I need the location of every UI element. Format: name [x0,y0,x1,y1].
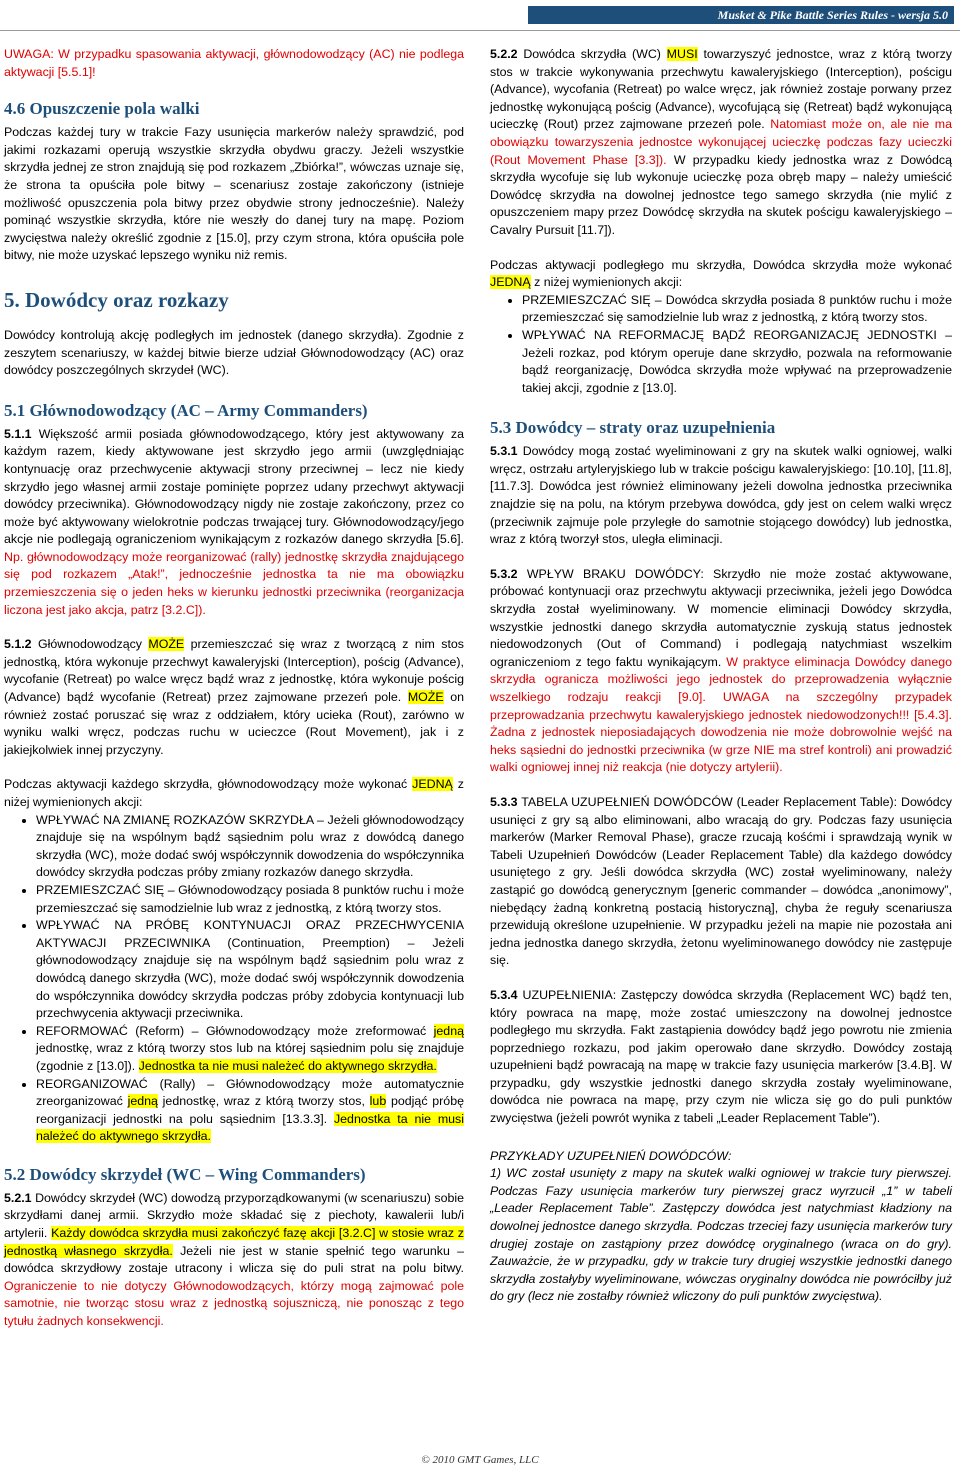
page-header: Musket & Pike Battle Series Rules - wersja 5.0 [528,6,954,24]
section-5-2-2-text: 5.2.2 Dowódca skrzydła (WC) MUSI towarzyszyć jednostce, wraz z którą tworzy stos w trakcie wykonywania przechwytu kawaleryjskiego (Interception), pościgu (Advance), wycofania (Retreat) po walce wręcz, jak również zostaje porwany przez jednostkę wykonującą pościg (Advance), wycofującą się (Retreat) bądź wykonującą ucieczkę (Rout) przez zajmowane przezeń pole. Natomiast może on, ale nie ma obowiązku towarzyszenia jednostce wykonującej ucieczkę podczas fazy ucieczki (Rout Movement Phase [3.3]). W przypadku kiedy jednostka wraz z Dowódcą skrzydła wycofuje się lub wykonuje ucieczkę poza obręb mapy – należy umieścić Dowódcę skrzydła na dowolnej jednostce tego samego skrzydła (nie mylić z opuszczeniem mapy przez Dowódcę skrzydła na skutek pościgu kawaleryjskiego – Cavalry Pursuit [11.7]). [490,47,952,237]
list-item: • REFORMOWAĆ (Reform) – Głównodowodzący może zreformować jedną jednostkę, wraz z którą tworzy stos lub na której sąsiednim polu się znajduje (zgodnie z [13.0]). Jednostka ta nie musi należeć do aktywnego skrzydła. [36,1023,464,1076]
left-column [4,46,464,1331]
section-5-title: 5. Dowódcy oraz rozkazy [4,287,229,312]
ac-actions-list [4,812,464,1146]
section-5-3-title: 5.3 Dowódcy – straty oraz uzupełnienia [490,418,776,438]
wc-actions-list [490,292,952,398]
section-5-2-1-text: 5.2.1 Dowódcy skrzydeł (WC) dowodzą przyporządkowanymi (w scenariuszu) sobie skrzydłami danej armii. Skrzydło może składać się z piechoty, kawalerii lub/i artylerii. Każdy dowódca skrzydła musi zakończyć fazę akcji [3.2.C] w stosie wraz z jednostką własnego skrzydła. Jeżeli nie jest w stanie spełnić tego warunku – dowódca skrzydłowy zostaje utracony i wlicza się do puli strat na polu bitwy. Ograniczenie to nie dotyczy Głównodowodzących, którzy mogą zajmować pole samotnie, nie tworząc stosu wraz z jednostką sojuszniczą, nie ponosząc z tego tytułu żadnych konsekwencji. [4,1190,464,1329]
list-item: • WPŁYWAĆ NA PRÓBĘ KONTYNUACJI ORAZ PRZECHWYCENIA AKTYWACJI PRZECIWNIKA (Continuation, Preemption) – Jeżeli głównodowodzący znajduje się na wspólnym bądź sąsiednim polu wraz z dowódcą danego skrzydła (WC), może dodać swój współczynnik dowodzenia do współczynnika dowódcy skrzydła podczas próby zdobycia kontynuacji lub przechwycenia aktywacji przeciwnika. [36,917,464,1023]
section-5-3-1-text: 5.3.1 Dowódcy mogą zostać wyeliminowani z gry na skutek walki ogniowej, walki wręcz, ostrzału artyleryjskiego lub w trakcie pościgu kawaleryjskiego: [10.10], [11.8], [11.7.3]. Dowódca jest również eliminowany jeżeli dowolna jednostka przeciwnika znajdzie się na polu, na którym przebywa dowódca, gdy jest on celem walki wręcz (przeciwnik zajmuje pole przyległe do samotnie stojącego dowódcy) lub jednostka, wraz z którą tworzył stos, uległa eliminacji. [490,444,952,547]
list-item: • PRZEMIESZCZAĆ SIĘ – Dowódca skrzydła posiada 8 punktów ruchu i może przemieszczać się samodzielnie lub wraz z jednostką, z którą tworzy stos. [522,292,952,327]
list-item: • REORGANIZOWAĆ (Rally) – Głównodowodzący może automatycznie zreorganizować jedną jednostkę, wraz z którą tworzy stos, lub podjąć próbę reorganizacji jednostki na polu sąsiednim [13.3.3]. Jednostka ta nie musi należeć do aktywnego skrzydła. [36,1076,464,1146]
section-4-6-title: 4.6 Opuszczenie pola walki [4,99,200,119]
list-item: • PRZEMIESZCZAĆ SIĘ – Głównodowodzący posiada 8 punktów ruchu i może przemieszczać się samodzielnie lub wraz z jednostką, z którą tworzy stos. [36,882,464,917]
section-5-1-title: 5.1 Głównodowodzący (AC – Army Commanders) [4,400,368,420]
section-5-text: Dowódcy kontrolują akcję podległych im jednostek (danego skrzydła). Zgodnie z zeszytem scenariuszy, w każdej bitwie bierze udział Głównodowodzący (AC) oraz dowódcy poszczególnych skrzydeł (WC). [4,327,464,378]
page-footer: © 2010 GMT Games, LLC [421,1454,539,1466]
warning-note: UWAGA: W przypadku spasowania aktywacji, głównodowodzący (AC) nie podlega aktywacji [5.5.1]! [4,47,464,79]
section-4-6-text: Podczas każdej tury w trakcie Fazy usunięcia markerów należy sprawdzić, pod jakimi rozkazami operują wszystkie skrzydła obydwu graczy. Jeżeli wszystkie skrzydła jednej ze stron znajdują się pod rozkazem „Zbiórka!”, wówczas uznaje się, że strona ta opuściła pole bitwy – scenariusz zostaje zakończony (istnieje możliwość opuszczenia pola bitwy przez obydwie strony jednocześnie). Należy pominąć wszystkie skrzydła, które nie weszły do danej tury na mapę. Poziom zwycięstwa należy określić zgodnie z [15.0], przy czym strona, która opuściła pole bitwy, nie może uzyskać lepszego wyniku niż remis. [4,125,465,263]
ac-actions-intro: Podczas aktywacji każdego skrzydła, głównodowodzący może wykonać JEDNĄ z niżej wymienionych akcji: [4,777,464,809]
list-item: • WPŁYWAĆ NA REFORMACJĘ BĄDŹ REORGANIZACJĘ JEDNOSTKI – Jeżeli rozkaz, pod którym operuje dane skrzydło, pozwala na reformowanie bądź reorganizację, Dowódca skrzydła może wpływać na przeprowadzenie takiej akcji, zgodnie z [13.0]. [522,327,952,397]
section-5-3-3-text: 5.3.3 TABELA UZUPEŁNIEŃ DOWÓDCÓW (Leader Replacement Table): Dowódcy usunięci z gry są albo eliminowani, albo wracają do gry. Podczas fazy usunięcia markerów (Marker Removal Phase), gracze rzucają kośćmi i sprawdzają wynik w Tabeli Uzupełnień Dowódców (Leader Replacement Table) dla każdego dowódcy usuniętego z gry. Jeśli dowódca skrzydła (WC) został wyeliminowany, należy zastąpić go dowódcą generycznym [generic commander – dowódca „anonimowy”, niebędący żadną konkretną postacią historyczną], chyba że reguły scenariusza przewidują określone uzupełnienie. W przypadku jeżeli na mapie nie pozostała ani jedna jednostka danego skrzydła, żetonu wyeliminowanego dowódcy nie zastępuje się. [490,794,953,968]
section-5-1-1-text: 5.1.1 Większość armii posiada głównodowodzącego, który jest aktywowany za każdym razem, kiedy aktywowane jest skrzydło jego armii (uwzględniając kontynuację oraz przechwycenie aktywacji strony przeciwnej – lecz nie kiedy skrzydło jego własnej armii zostaje pominięte poprzez udany przechwyt aktywacji dowódcy przeciwnika). Głównodowodzący nigdy nie zostaje zakończony, przez co może być aktywowany wielokrotnie podczas trwającej tury. Głównodowodzący/jego akcje nie podlegają ograniczeniom wynikającym z rozkazów danego skrzydła [5.6]. Np. głównodowodzący może reorganizować (rally) jednostkę skrzydła znajdującego się pod rozkazem „Atak!”, jednocześnie jednostka ta nie ma obowiązku przemieszczenia się o jeden heks w kierunku jednostki przeciwnika (reorganizacja liczona jest jako akcja, patrz [3.2.C]). [4,426,464,617]
right-column [490,46,952,1306]
list-item: • WPŁYWAĆ NA ZMIANĘ ROZKAZÓW SKRZYDŁA – Jeżeli głównodowodzący znajduje się na wspólnym bądź sąsiednim polu wraz z dowódcą danego skrzydła (WC), może dodać swój współczynnik dowodzenia do współczynnika dowódcy skrzydła podczas próby zmiany rozkazów danego skrzydła. [36,812,464,882]
header-rule [0,30,960,31]
example-1: 1) WC został usunięty z mapy na skutek walki ogniowej w trakcie tury pierwszej. Podczas Fazy usunięcia markerów tury pierwszej gracz wyrzucił „1” w tabeli „Leader Replacement Table”. Zastępczy dowódca jest natychmiast kładziony na dowolnej jednostce danego skrzydła. Podczas trzeciej fazy usunięcia markerów tury drugiej zostaje on zastąpiony przez dowódcę oryginalnego (wraca on do gry). Zauważcie, że w przypadku, gdy w trakcie tury drugiej wszystkie jednostki danego skrzydła zostałyby wyeliminowane, wówczas oryginalny dowódca nie powróciłby już do gry (lecz nie zostałby również wliczony do puli punktów zwycięstwa). [490,1166,952,1304]
section-5-1-2-text: 5.1.2 Głównodowodzący MOŻE przemieszczać się wraz z tworzącą z nim stos jednostką, która wykonuje przechwyt kawaleryjski (Interception), pościg (Advance), wycofanie (Retreat) po walce wręcz bądź wraz z jednostkę, która wykonuje pościg (Advance) bądź wycofanie (Retreat) przez zajmowane przezeń pole. MOŻE on również zostać poruszać się wraz z oddziałem, który ucieka (Rout), zarówno w wyniku walki wręcz, podczas ruchu w ucieczce (Rout Movement), jak i z jakiejkolwiek innej przyczyny. [4,637,464,757]
wc-actions-intro: Podczas aktywacji podległego mu skrzydła, Dowódca skrzydła może wykonać JEDNĄ z niżej wymienionych akcji: [490,257,952,290]
section-5-3-4-text: 5.3.4 UZUPEŁNIENIA: Zastępczy dowódca skrzydła (Replacement WC) bądź ten, który powraca na mapę, może zostać umieszczony na dowolnej jednostce podległego mu skrzydła. Fakt zastąpienia dowódcy bądź jego powrotu nie zmienia poprzedniego rozkazu, pod jakim operowało dane skrzydło. Dowódcy zostają uzupełnieni bądź powracają na mapę w trakcie fazy usunięcia markerów [3.4.B]. W przypadku, gdy wszystkie jednostki danego skrzydła zostały wyeliminowane, dowódca nie powraca na mapę, przy czym nie wlicza się go do puli punktów zwycięstwa (jeżeli powrót wynika z tabeli „Leader Replacement Table”). [490,987,952,1126]
section-5-3-2-text: 5.3.2 WPŁYW BRAKU DOWÓDCY: Skrzydło nie może zostać aktywowane, próbować kontynuacji oraz przechwytu aktywacji przeciwnika, jeżeli jego Dowódca skrzydła został wyeliminowany. W momencie eliminacji Dowódcy skrzydła, wszystkie jednostki danego skrzydła automatycznie zyskują status jednostek niedowodzonych (Out of Command) i podlegają natychmiast wszelkim ograniczeniom z tego faktu wynikającym. W praktyce eliminacja Dowódcy danego skrzydła ogranicza możliwości jego jednostek do przeprowadzenia wyłącznie wszelkiego rodzaju reakcji [9.0]. UWAGA na szczególny przypadek przeprowadzania przechwytu kawaleryjskiego jednostek niedowodzonych!!! [5.4.3]. Żadna z jednostek nieposiadających dowodzenia nie może dobrowolnie wejść na heks sąsiedni do jednostki przeciwnika (w grze NIE ma stref kontroli) ani prowadzić walki ogniowej innej niż reakcja (nie dotyczy artylerii). [490,566,952,775]
examples-title: PRZYKŁADY UZUPEŁNIEŃ DOWÓDCÓW: [490,1148,732,1163]
section-5-2-title: 5.2 Dowódcy skrzydeł (WC – Wing Commanders) [4,1164,366,1184]
